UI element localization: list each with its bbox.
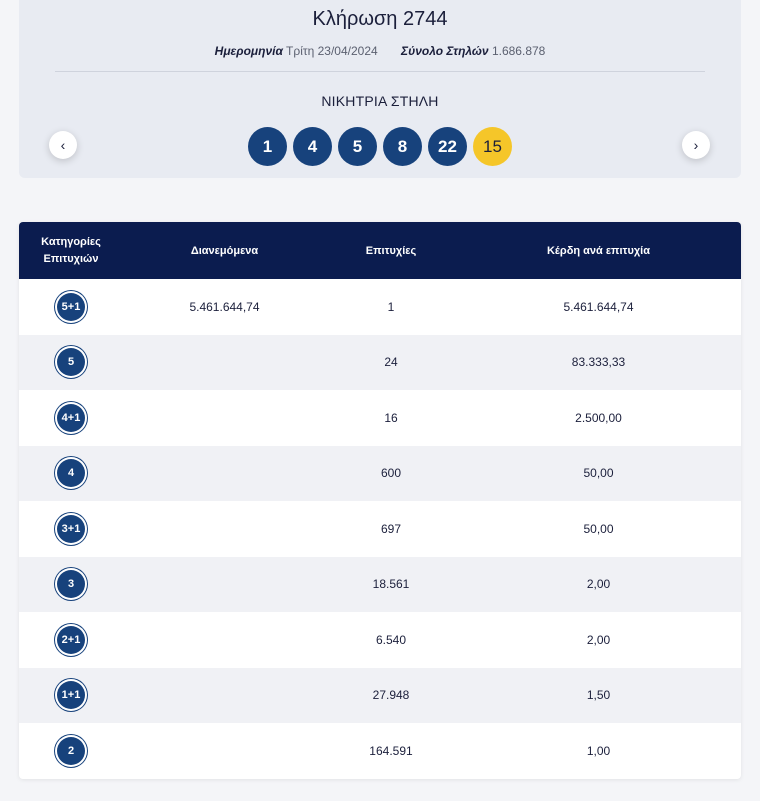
table-row <box>19 335 741 391</box>
category-badge: 3 <box>57 570 85 598</box>
category-cell <box>19 737 123 765</box>
winners-cell: 6.540 <box>375 632 407 647</box>
header-distributed: Διανεμόμενα <box>190 244 259 257</box>
table-header <box>19 222 741 279</box>
winning-number-ball: 8 <box>383 127 422 166</box>
category-badge: 3+1 <box>57 515 85 543</box>
winners-cell: 24 <box>384 355 398 370</box>
chevron-right-icon: › <box>693 137 699 153</box>
winning-number-ball: 5 <box>338 127 377 166</box>
category-cell <box>19 570 123 598</box>
category-badge: 4 <box>57 459 85 487</box>
header-prize: Κέρδη ανά επιτυχία <box>546 244 651 257</box>
header-category-line1: Κατηγορίες <box>41 235 101 248</box>
table-row <box>19 557 741 613</box>
prize-cell: 1,50 <box>586 688 611 703</box>
category-badge: 5+1 <box>57 293 85 321</box>
table-row <box>19 390 741 446</box>
table-row <box>19 612 741 668</box>
category-cell <box>19 293 123 321</box>
header-category-line2: Επιτυχιών <box>43 252 99 265</box>
category-badge: 5 <box>57 348 85 376</box>
distributed-cell: 5.461.644,74 <box>189 299 260 314</box>
joker-number-ball: 15 <box>473 127 512 166</box>
date-value: Τρίτη 23/04/2024 <box>286 44 378 58</box>
prize-cell: 83.333,33 <box>571 355 626 370</box>
category-cell <box>19 404 123 432</box>
category-badge: 2 <box>57 737 85 765</box>
table-row <box>19 501 741 557</box>
category-badge: 4+1 <box>57 404 85 432</box>
draw-summary-card <box>19 0 741 178</box>
winners-cell: 16 <box>384 410 398 425</box>
winning-number-ball: 22 <box>428 127 467 166</box>
draw-title: Κλήρωση 2744 <box>312 8 448 30</box>
prize-cell: 2.500,00 <box>575 410 622 425</box>
prize-cell: 1,00 <box>586 743 611 758</box>
winners-cell: 697 <box>380 521 402 536</box>
category-cell <box>19 348 123 376</box>
chevron-left-icon: ‹ <box>60 137 66 153</box>
table-body <box>19 279 741 779</box>
columns-label: Σύνολο Στηλών <box>401 44 489 58</box>
winners-cell: 600 <box>380 466 402 481</box>
divider <box>55 71 705 72</box>
header-winners: Επιτυχίες <box>365 244 417 257</box>
next-draw-button[interactable] <box>682 131 710 159</box>
header-category <box>19 234 123 268</box>
category-cell <box>19 681 123 709</box>
winning-number-ball: 1 <box>248 127 287 166</box>
winners-cell: 18.561 <box>372 577 410 592</box>
prize-cell: 2,00 <box>586 632 611 647</box>
category-cell <box>19 626 123 654</box>
table-row <box>19 668 741 724</box>
winning-number-ball: 4 <box>293 127 332 166</box>
prize-cell: 50,00 <box>583 521 614 536</box>
draw-meta <box>19 44 741 58</box>
columns-value: 1.686.878 <box>491 44 546 58</box>
table-row <box>19 723 741 779</box>
prize-table <box>19 222 741 779</box>
category-cell <box>19 515 123 543</box>
winners-cell: 164.591 <box>369 743 413 758</box>
prize-cell: 50,00 <box>583 466 614 481</box>
table-row <box>19 446 741 502</box>
prize-cell: 2,00 <box>586 577 611 592</box>
date-label: Ημερομηνία <box>214 44 283 58</box>
winners-cell: 27.948 <box>372 688 410 703</box>
winning-numbers <box>19 127 741 166</box>
category-badge: 1+1 <box>57 681 85 709</box>
category-badge: 2+1 <box>57 626 85 654</box>
winning-column-label: ΝΙΚΗΤΡΙΑ ΣΤΗΛΗ <box>321 93 439 109</box>
previous-draw-button[interactable] <box>49 131 77 159</box>
winners-cell: 1 <box>387 299 395 314</box>
prize-cell: 5.461.644,74 <box>563 299 634 314</box>
table-row <box>19 279 741 335</box>
category-cell <box>19 459 123 487</box>
